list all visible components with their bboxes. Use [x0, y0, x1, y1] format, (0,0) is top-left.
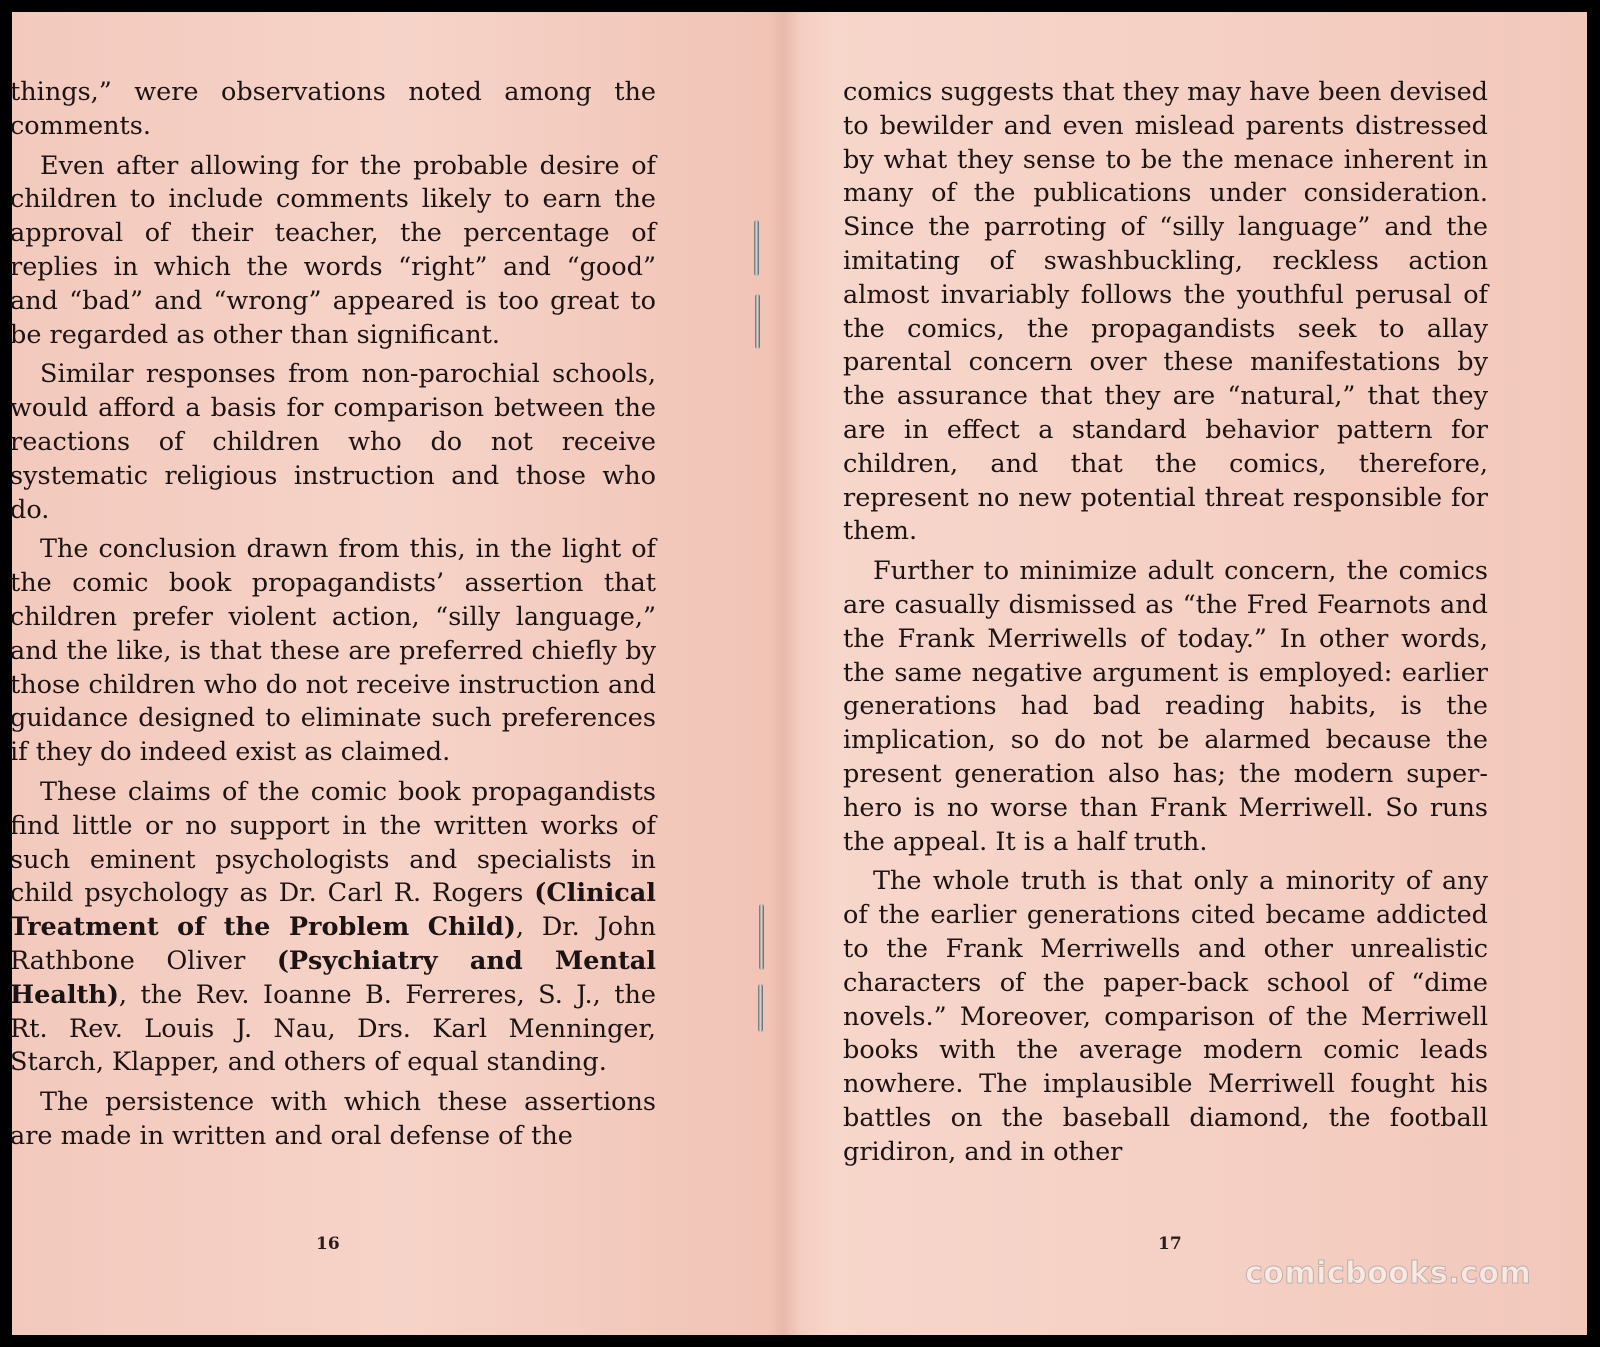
paragraph: The conclusion drawn from this, in the light of the comic book propagandists’ assertion that children prefer violent action, “silly language,” and the like, is that these are preferred chiefly by those children who do not receive instruction and guidance designed to eliminate such preferences if they do indeed exist as claimed.	[10, 534, 656, 768]
paragraph: Similar responses from non-parochial schools, would afford a basis for comparison between the reactions of children who do not receive systematic religious instruction and those who do.	[10, 359, 656, 525]
paragraph: things,” were observations noted among the comments.	[10, 77, 656, 141]
text-span: These claims of the comic book propagandists find little or no support in the written works of such eminent psychologists and specialists in child psychology as Dr. Carl R. Rogers	[10, 776, 656, 909]
page-number-right: 17	[1158, 1234, 1182, 1254]
paragraph: Further to minimize adult concern, the comics are casually dismissed as “the Fred Fearnots and the Frank Merriwells of today.” In other words, the same negative argument is employed: earlier generations had bad reading habits, is the implication, so do not be alarmed because the present generation also has; the modern super-hero is no worse than Frank Merriwell. So runs the appeal. It is a half truth.	[843, 556, 1488, 857]
paragraph-citations	[10, 776, 656, 1080]
text-span: , Dr. John Rathbone Oliver	[10, 912, 656, 976]
paragraph: comics suggests that they may have been devised to bewilder and even mislead parents distressed by what they sense to be the menace inherent in many of the publications under consideration. Since the parroting of “silly language” and the imitating of swashbuckling, reckless action almost invariably follows the youthful perusal of the comics, the propagandists seek to allay parental concern over these manifestations by the assurance that they are “natural,” that they are in effect a standard behavior pattern for children, and that the comics, therefore, represent no new potential threat responsible for them.	[843, 77, 1488, 547]
paragraph: Even after allowing for the probable desire of children to include comments likely to earn the approval of their teacher, the percentage of replies in which the words “right” and “good” and “bad” and “wrong” appeared is too great to be regarded as other than significant.	[10, 150, 656, 350]
staple-bottom-lower	[758, 984, 763, 1032]
watermark-text: comicbooks.com	[1245, 1256, 1532, 1291]
center-gutter	[768, 12, 800, 1335]
staple-bottom-upper	[759, 904, 764, 970]
staple-top-upper	[754, 220, 759, 276]
right-text-column	[843, 76, 1488, 1176]
text-span: , the Rev. Ioanne B. Ferreres, S. J., the Rt. Rev. Louis J. Nau, Drs. Karl Menninger, Starch, Klapper, and others of equal standing.	[10, 979, 656, 1078]
paragraph: The persistence with which these assertions are made in written and oral defense of the	[10, 1087, 656, 1151]
staple-top-lower	[755, 294, 760, 349]
left-text-column	[10, 76, 656, 1160]
book-title: (Clinical Treatment of the Problem Child)	[10, 878, 656, 943]
paragraph: The whole truth is that only a minority of any of the earlier generations cited became addicted to the Frank Merriwells and other unrealistic characters of the paper-back school of “dime novels.” Moreover, comparison of the Merriwell books with the average modern comic leads nowhere. The implausible Merriwell fought his battles on the baseball diamond, the football gridiron, and in other	[843, 866, 1488, 1167]
page-number-left: 16	[316, 1234, 340, 1254]
book-title: (Psychiatry and Mental Health)	[10, 945, 656, 1010]
